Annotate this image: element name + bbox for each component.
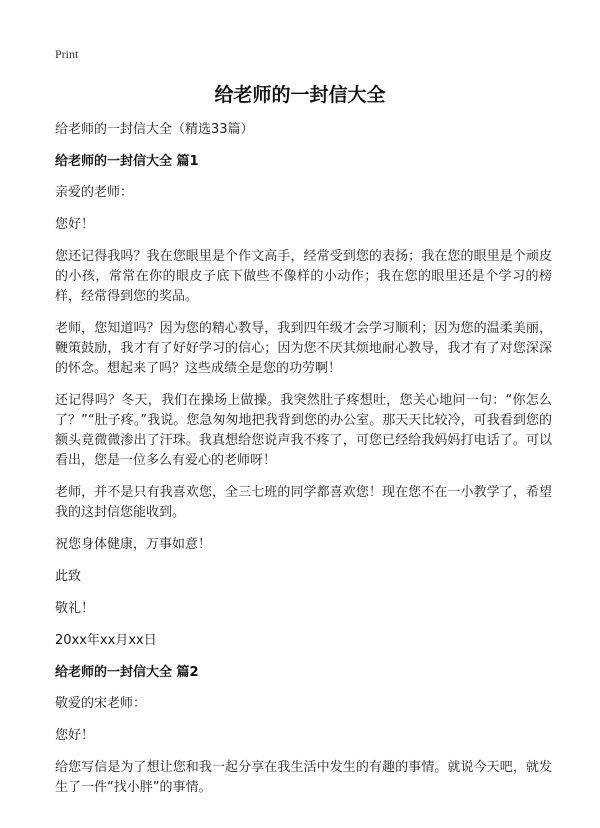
paragraph: 老师，您知道吗？因为您的精心教导，我到四年级才会学习顺利；因为您的温柔美丽，鞭策鼓励，我才有了好好学习的信心；因为您不厌其烦地耐心教导，我才有了对您深深的怀念。想起来了吗？这些成绩全是您的功劳啊！ <box>55 321 552 376</box>
greeting: 您好！ <box>55 217 95 232</box>
closing-wish: 祝您身体健康，万事如意！ <box>55 537 212 552</box>
document-subtitle: 给老师的一封信大全（精选33篇） <box>55 122 254 137</box>
greeting: 您好！ <box>55 728 95 743</box>
document-title: 给老师的一封信大全 <box>214 84 386 106</box>
letter-section-2 <box>55 663 552 798</box>
closing-line: 此致 <box>55 569 82 584</box>
section-heading: 给老师的一封信大全 篇2 <box>55 665 199 680</box>
section-heading: 给老师的一封信大全 篇1 <box>55 154 199 169</box>
print-label: Print <box>55 47 79 61</box>
salutation: 敬爱的宋老师： <box>55 696 147 711</box>
closing-salute: 敬礼！ <box>55 601 95 616</box>
document-body <box>55 120 552 810</box>
paragraph: 给您写信是为了想让您和我一起分享在我生活中发生的有趣的事情。就说今天吧，就发生了一件“找小胖”的事情。 <box>55 760 552 795</box>
letter-section-1 <box>55 152 552 651</box>
paragraph: 您还记得我吗？我在您眼里是个作文高手，经常受到您的表扬；我在您的眼里是个顽皮的小孩，常常在你的眼皮子底下做些不像样的小动作；我在您的眼里还是个学习的榜样，经常得到您的奖品。 <box>55 249 552 304</box>
salutation: 亲爱的老师： <box>55 185 134 200</box>
letter-date: 20xx年xx月xx日 <box>55 633 157 648</box>
paragraph: 还记得吗？冬天，我们在操场上做操。我突然肚子疼想吐，您关心地问一句：“你怎么了？”“肚子疼。”我说。您急匆匆地把我背到您的办公室。那天天比较冷，可我看到您的额头竟微微渗出了汗珠。我真想给您说声我不疼了，可您已经给我妈妈打电话了。可以看出，您是一位多么有爱心的老师呀！ <box>55 393 552 468</box>
paragraph: 老师，并不是只有我喜欢您，全三七班的同学都喜欢您！现在您不在一小教学了，希望我的这封信您能收到。 <box>55 485 552 520</box>
